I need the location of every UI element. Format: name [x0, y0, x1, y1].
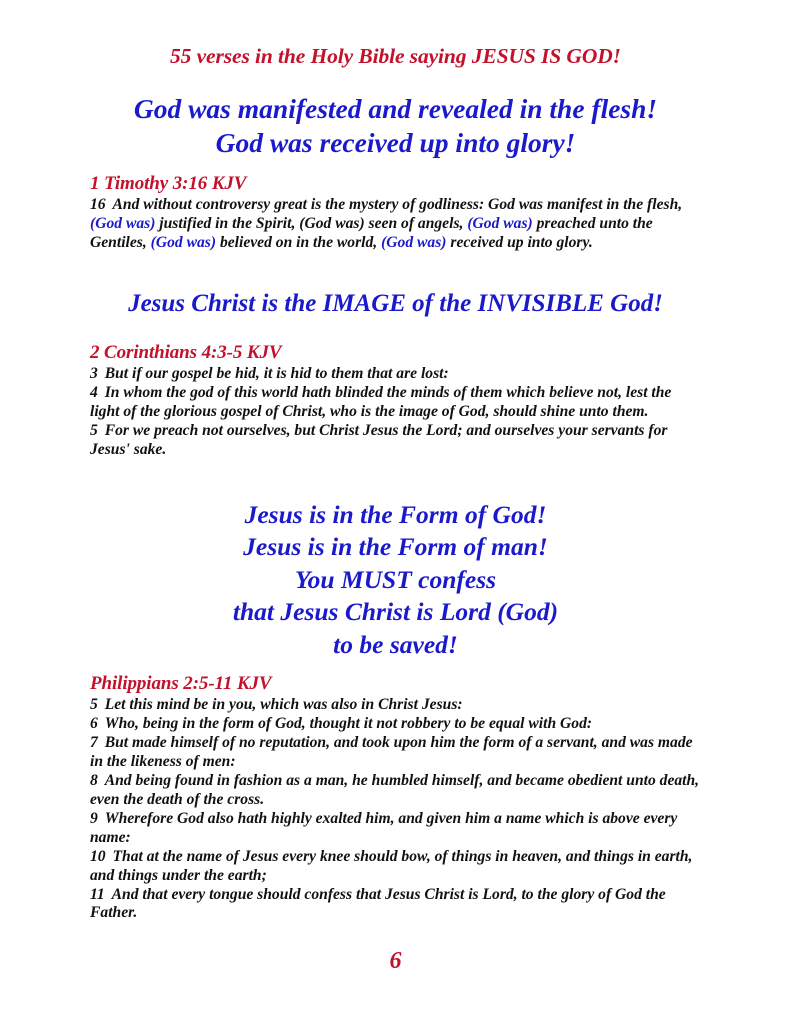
- scripture-section-second-corinthians: [90, 341, 702, 460]
- verse-insertion: (God was): [150, 234, 217, 252]
- verse-text: For we preach not ourselves, but Christ Jesus the Lord; and ourselves your servants for Jesus' sake.: [90, 421, 668, 458]
- verse: [90, 696, 702, 715]
- banner-line: You MUST confess: [294, 564, 497, 594]
- verse-text: And that every tongue should confess that Jesus Christ is Lord, to the glory of God the Father.: [90, 885, 666, 922]
- verse-text: Let this mind be in you, which was also in Christ Jesus:: [104, 696, 463, 714]
- verse-number: 16: [90, 196, 110, 214]
- verse-number: 5: [90, 696, 102, 714]
- verse-number: 4: [90, 384, 102, 402]
- scripture-section-philippians: [90, 672, 702, 923]
- verse-text: And without controversy great is the mystery of godliness: God was manifest in the flesh,: [112, 196, 683, 214]
- verse-insertion: (God was): [381, 234, 447, 252]
- verse-text: But made himself of no reputation, and took upon him the form of a servant, and was made in the likeness of men:: [90, 734, 693, 770]
- verse: [90, 810, 702, 848]
- verse-text: believed on in the world,: [216, 234, 382, 252]
- banner-form-of-god: [0, 499, 791, 661]
- verse-number: 5: [90, 421, 102, 439]
- verse-list: [90, 365, 702, 460]
- verse: [90, 365, 702, 384]
- verse: [90, 772, 702, 810]
- banner-line: to be saved!: [333, 629, 458, 659]
- verse-text: Wherefore God also hath highly exalted him, and given him a name which is above every name:: [90, 809, 678, 846]
- verse-insertion: (God was): [467, 215, 533, 233]
- verse-text: That at the name of Jesus every knee should bow, of things in heaven, and things in earth, and things under the earth;: [90, 847, 693, 884]
- banner-line: God was manifested and revealed in the flesh!: [133, 93, 658, 124]
- verse-number: 7: [90, 734, 102, 752]
- verse-text: preached unto the Gentiles,: [90, 215, 653, 252]
- page-number: 6: [389, 948, 402, 974]
- verse-number: 8: [90, 771, 102, 789]
- verse: [90, 384, 702, 422]
- scripture-reference: Philippians 2:5-11 KJV: [90, 673, 272, 694]
- banner-image-of-invisible-god: [0, 289, 791, 320]
- page-title: 55 verses in the Holy Bible saying JESUS IS GOD!: [170, 44, 621, 68]
- verse: [90, 422, 702, 460]
- verse: [90, 734, 702, 772]
- verse: [90, 848, 702, 886]
- banner-line: Jesus is in the Form of God!: [244, 500, 547, 529]
- verse-insertion: (God was): [90, 215, 156, 233]
- verse-number: 6: [90, 715, 102, 733]
- verse-list: [90, 196, 702, 253]
- banner-line: God was received up into glory!: [215, 126, 576, 158]
- verse-number: 9: [90, 809, 102, 827]
- verse-text: But if our gospel be hid, it is hid to them that are lost:: [104, 365, 449, 383]
- verse-list: [90, 696, 702, 923]
- verse: [90, 715, 702, 734]
- verse: [90, 886, 702, 924]
- banner-line: that Jesus Christ is Lord (God): [232, 597, 559, 627]
- verse-text: And being found in fashion as a man, he humbled himself, and became obedient unto death, even the death of the cross.: [90, 771, 700, 808]
- verse-text: received up into glory.: [446, 234, 593, 252]
- scripture-reference: 1 Timothy 3:16 KJV: [90, 173, 247, 194]
- scripture-reference: 2 Corinthians 4:3-5 KJV: [90, 342, 282, 363]
- banner-god-manifested: [0, 92, 791, 159]
- verse-number: 11: [90, 885, 109, 903]
- verse-text: In whom the god of this world hath blinded the minds of them which believe not, lest the light of the glorious gospel of Christ, who is the image of God, should shine unto them.: [90, 384, 672, 421]
- verse: [90, 196, 702, 253]
- scripture-section-first-timothy: [90, 172, 702, 253]
- verse-number: 10: [90, 847, 110, 865]
- verse-text: justified in the Spirit, (God was) seen of angels,: [155, 215, 468, 233]
- banner-line: Jesus is in the Form of man!: [243, 532, 548, 562]
- banner-line: Jesus Christ is the IMAGE of the INVISIBLE God!: [128, 290, 663, 317]
- verse-text: Who, being in the form of God, thought it not robbery to be equal with God:: [104, 715, 593, 733]
- verse-number: 3: [90, 365, 102, 383]
